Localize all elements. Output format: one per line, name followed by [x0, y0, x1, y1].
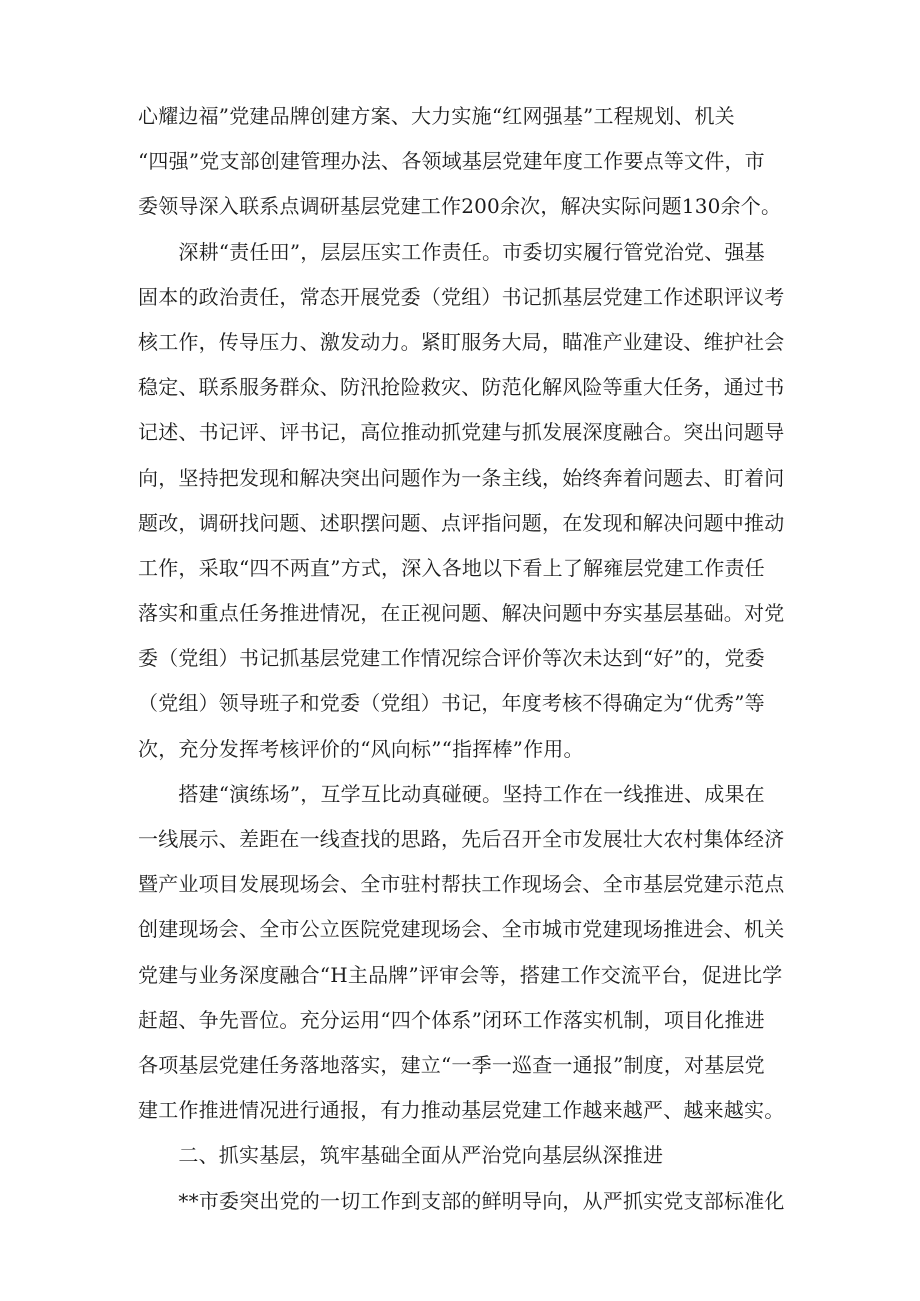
text-line: 稳定、联系服务群众、防汛抢险救灾、防范化解风险等重大任务，通过书: [138, 375, 785, 400]
text-line: （党组）领导班子和党委（党组）书记，年度考核不得确定为“优秀”等: [138, 691, 765, 716]
text-line: 记述、书记评、评书记，高位推动抓党建与抓发展深度融合。突出问题导: [138, 420, 785, 445]
text-line: 固本的政治责任，常态开展党委（党组）书记抓基层党建工作述职评议考: [138, 284, 785, 309]
text-line: 核工作，传导压力、激发动力。紧盯服务大局，瞄准产业建设、维护社会: [138, 329, 785, 354]
paragraph-start-line: 搭建“演练场”，互学互比动真碰硬。坚持工作在一线推进、成果在: [138, 781, 765, 806]
text-line: 向，坚持把发现和解决突出问题作为一条主线，始终奔着问题去、盯着问: [138, 465, 785, 490]
text-line: 委（党组）书记抓基层党建工作情况综合评价等次未达到“好”的，党委: [138, 646, 765, 671]
section-heading: 二、抓实基层，筑牢基础全面从严治党向基层纵深推进: [138, 1143, 664, 1168]
text-line: 心耀边福”党建品牌创建方案、大力实施“红网强基”工程规划、机关: [138, 104, 735, 128]
text-line: 工作，采取“四不两直”方式，深入各地以下看上了解雍层党建工作责任: [138, 555, 765, 580]
text-line: 建工作推进情况进行通报，有力推动基层党建工作越来越严、越来越实。: [138, 1098, 785, 1123]
text-line: “四强”党支部创建管理办法、各领域基层党建年度工作要点等文件，市: [138, 149, 765, 174]
text-line: 赶超、争先晋位。充分运用“四个体系”闭环工作落实机制，项目化推进: [138, 1007, 765, 1032]
text-line: 题改，调研找问题、述职摆问题、点评指问题，在发现和解决问题中推动: [138, 510, 785, 535]
paragraph-start-line: 深耕“责任田”，层层压实工作责任。市委切实履行管党治党、强基: [138, 239, 765, 264]
text-line: 创建现场会、全市公立医院党建现场会、全市城市党建现场推进会、机关: [138, 917, 785, 942]
text-line: 暨产业项目发展现场会、全市驻村帮扶工作现场会、全市基层党建示范点: [138, 872, 785, 897]
text-line: 次，充分发挥考核评价的“风向标”“指挥棒”作用。: [138, 736, 584, 761]
text-line: 各项基层党建任务落地落实，建立“一季一巡查一通报”制度，对基层党: [138, 1052, 765, 1077]
paragraph-start-line: **市委突出党的一切工作到支部的鲜明导向，从严抓实党支部标准化: [138, 1188, 785, 1213]
text-line: 委领导深入联系点调研基层党建工作200余次，解决实际问题130余个。: [138, 194, 782, 219]
text-line: 落实和重点任务推进情况，在正视问题、解决问题中夯实基层基础。对党: [138, 601, 785, 626]
text-line: 党建与业务深度融合“H主品牌”评审会等，搭建工作交流平台，促进比学: [138, 962, 783, 987]
text-line: 一线展示、差距在一线查找的思路，先后召开全市发展壮大农村集体经济: [138, 827, 785, 851]
